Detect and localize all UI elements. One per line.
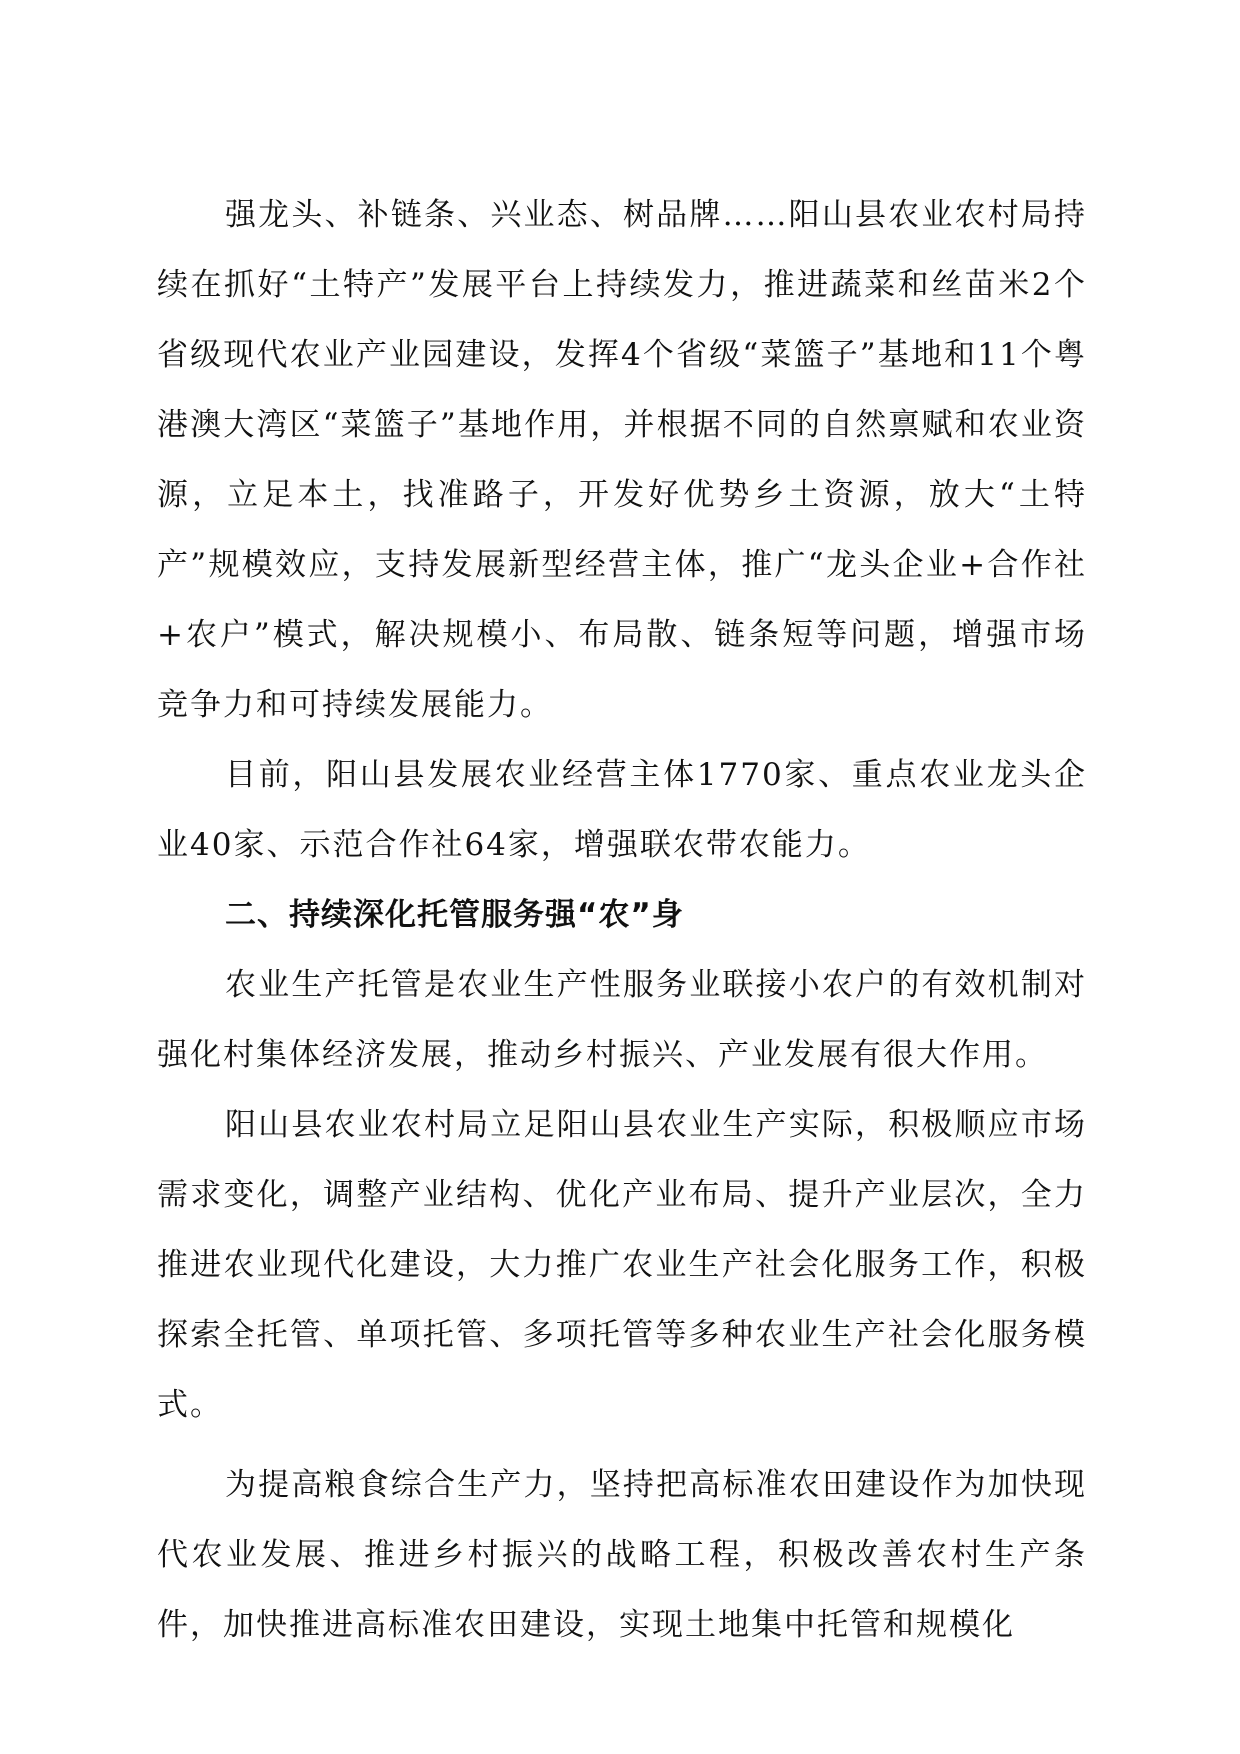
paragraph-trusteeship-intro: 农业生产托管是农业生产性服务业联接小农户的有效机制对强化村集体经济发展，推动乡村振兴、产业发展有很大作用。	[157, 967, 1087, 1073]
paragraph-brand-building: 强龙头、补链条、兴业态、树品牌……阳山县农业农村局持续在抓好“土特产”发展平台上持续发力，推进蔬菜和丝苗米2个省级现代农业产业园建设，发挥4个省级“菜篮子”基地和11个粤港澳大湾区“菜篮子”基地作用，并根据不同的自然禀赋和农业资源，立足本土，找准路子，开发好优势乡土资源，放大“土特产”规模效应，支持发展新型经营主体，推广“龙头企业+合作社+农户”模式，解决规模小、布局散、链条短等问题，增强市场竞争力和可持续发展能力。	[157, 197, 1087, 723]
document-body	[157, 180, 1087, 1660]
paragraph-farmland-construction: 为提高粮食综合生产力，坚持把高标准农田建设作为加快现代农业发展、推进乡村振兴的战略工程，积极改善农村生产条件，加快推进高标准农田建设，实现土地集中托管和规模化	[157, 1467, 1087, 1643]
section-heading: 二、持续深化托管服务强“农”身	[225, 897, 684, 933]
paragraph-bureau-actions: 阳山县农业农村局立足阳山县农业生产实际，积极顺应市场需求变化，调整产业结构、优化产业布局、提升产业层次，全力推进农业现代化建设，大力推广农业生产社会化服务工作，积极探索全托管、单项托管、多项托管等多种农业生产社会化服务模式。	[157, 1107, 1087, 1423]
paragraph-current-stats: 目前，阳山县发展农业经营主体1770家、重点农业龙头企业40家、示范合作社64家，增强联农带农能力。	[157, 757, 1087, 863]
